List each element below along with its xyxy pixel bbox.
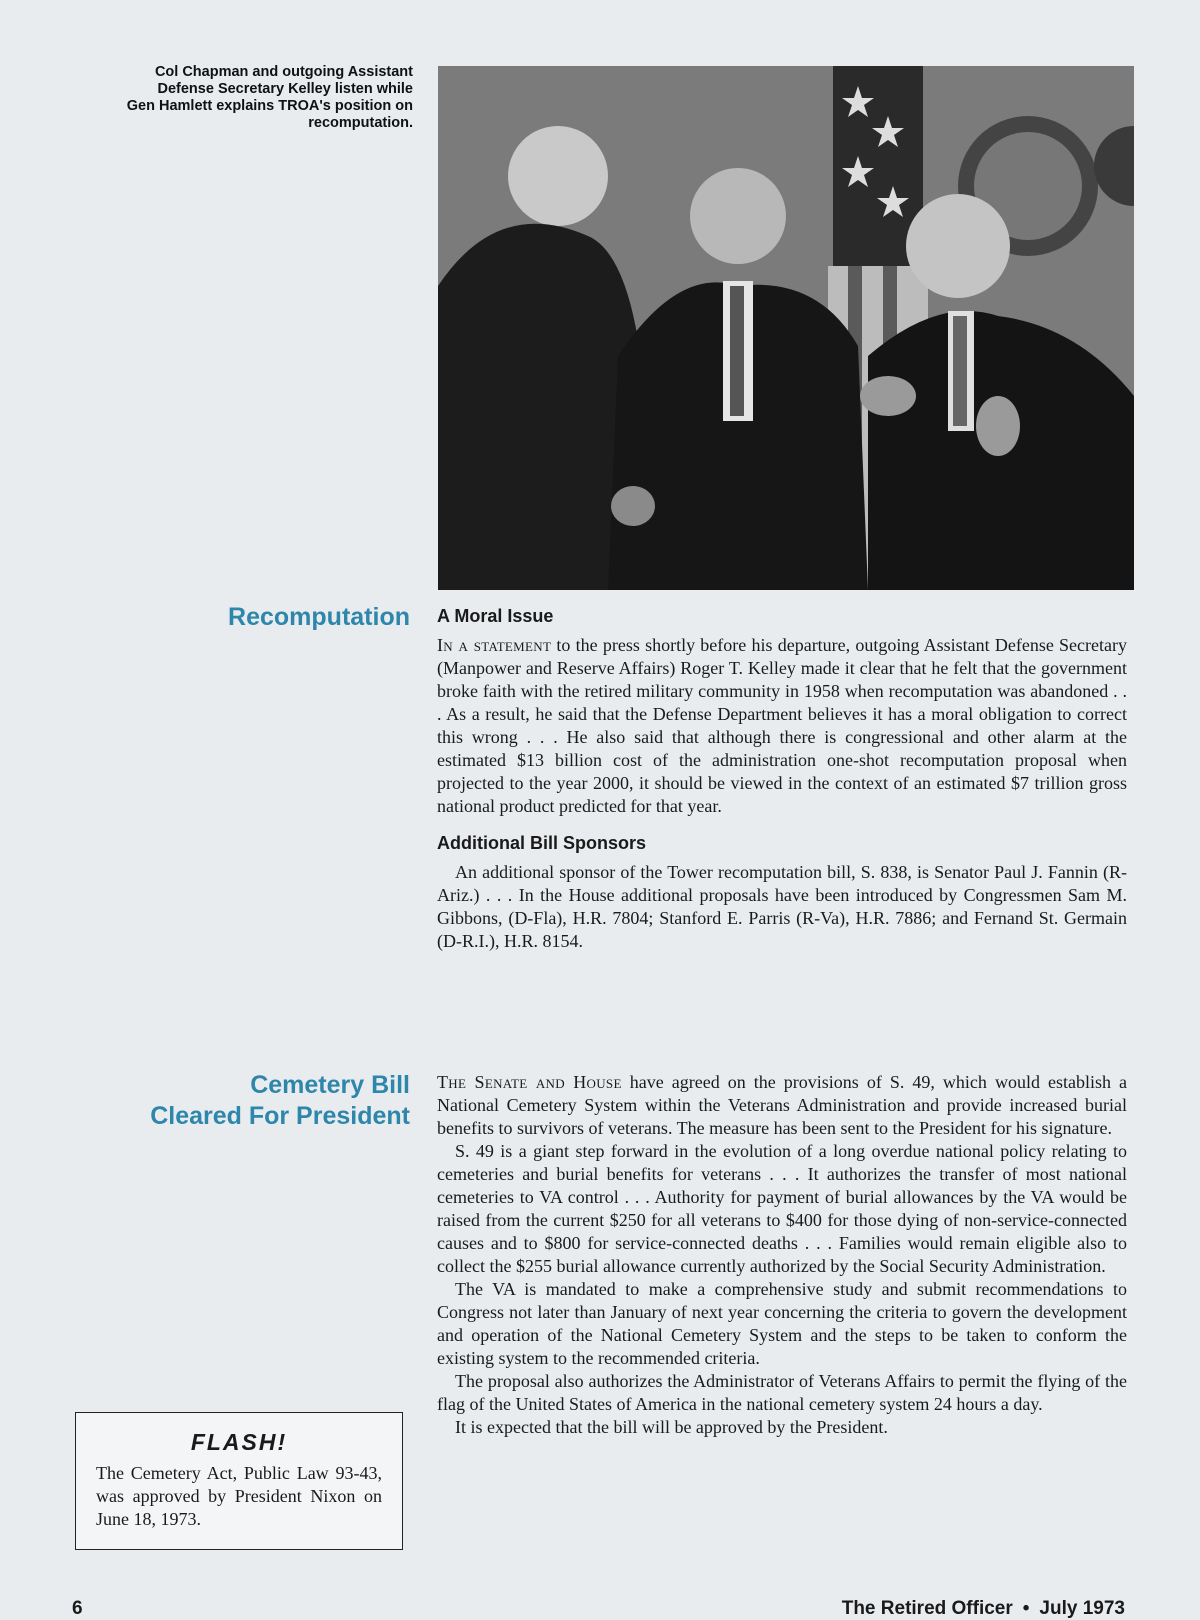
paragraph-text: to the press shortly before his departure, outgoing Assistant Defense Secretary (Manpower and Reserve Affairs) Roger T. Kelley made it clear that he felt that the government broke faith with the retired military community in 1958 when recomputation was abandoned . . . As a result, he said that the Defense Department believes it has a moral obligation to correct this wrong . . . He also said that although there is congressional and other alarm at the estimated $13 billion cost of the administration one-shot recomputation proposal when projected to the year 2000, it should be viewed in the context of an estimated $7 trillion gross national product predicted for that year. <box>437 635 1127 816</box>
flash-text: The Cemetery Act, Public Law 93-43, was approved by President Nixon on June 18, 1973. <box>96 1463 382 1529</box>
page-number: 6 <box>72 1598 83 1619</box>
footer <box>842 1598 1125 1620</box>
recomputation-paragraph-2: An additional sponsor of the Tower recomputation bill, S. 838, is Senator Paul J. Fannin (R-Ariz.) . . . In the House additional proposals have been introduced by Congressmen Sam M. Gibbons, (D-Fla), H.R. 7804; Stanford E. Parris (R-Va), H.R. 7886; and Fernand St. Germain (D-R.I.), H.R. 8154. <box>437 862 1127 951</box>
lead-in: In a statement <box>437 635 552 655</box>
flash-title: FLASH! <box>190 1429 288 1455</box>
photo <box>438 66 1134 590</box>
cemetery-paragraph-4: The proposal also authorizes the Administrator of Veterans Affairs to permit the flying of the flag of the United States of America in the national cemetery system 24 hours a day. <box>437 1371 1127 1414</box>
paragraph-text: have agreed on the provisions of S. 49, which would establish a National Cemetery System within the Veterans Administration and provide increased burial benefits to survivors of veterans. The measure has been sent to the President for his signature. <box>437 1072 1127 1138</box>
cemetery-heading-line-2: Cleared For President <box>150 1102 410 1130</box>
publication-name: The Retired Officer <box>841 1598 1013 1619</box>
lead-in: The Senate and House <box>437 1072 622 1092</box>
flash-box <box>75 1412 403 1550</box>
cemetery-heading <box>30 1070 410 1132</box>
cemetery-paragraph-5: It is expected that the bill will be approved by the President. <box>455 1417 888 1437</box>
cemetery-paragraph-1 <box>437 1071 1127 1140</box>
recomputation-paragraph-1 <box>437 634 1127 818</box>
issue-date: July 1973 <box>1039 1598 1125 1619</box>
cemetery-paragraph-3: The VA is mandated to make a comprehensive study and submit recommendations to Congress not later than January of next year concerning the criteria to govern the development and operation of the National Cemetery System and the steps to be taken to conform the existing system to the recommended criteria. <box>437 1279 1127 1368</box>
photo-caption: Col Chapman and outgoing Assistant Defense Secretary Kelley listen while Gen Hamlett explains TROA's position on recomputation. <box>126 64 413 131</box>
additional-sponsors-subhead: Additional Bill Sponsors <box>437 833 647 853</box>
moral-issue-subhead: A Moral Issue <box>437 606 554 626</box>
recomputation-article <box>437 605 1127 953</box>
cemetery-paragraph-2: S. 49 is a giant step forward in the evolution of a long overdue national policy relating to cemeteries and burial benefits for veterans . . . It authorizes the transfer of most national cemeteries to VA control . . . Authority for payment of burial allowances by the VA would be raised from the current $250 for all veterans to $400 for those dying of non-service-connected causes and to $800 for service-connected deaths . . . Families would remain eligible also to collect the $255 burial allowance currently authorized by the Social Security Administration. <box>437 1141 1127 1276</box>
cemetery-heading-line-1: Cemetery Bill <box>250 1071 410 1099</box>
recomputation-heading: Recomputation <box>228 603 410 631</box>
bullet-separator: • <box>1022 1598 1030 1619</box>
cemetery-article <box>437 1071 1127 1439</box>
